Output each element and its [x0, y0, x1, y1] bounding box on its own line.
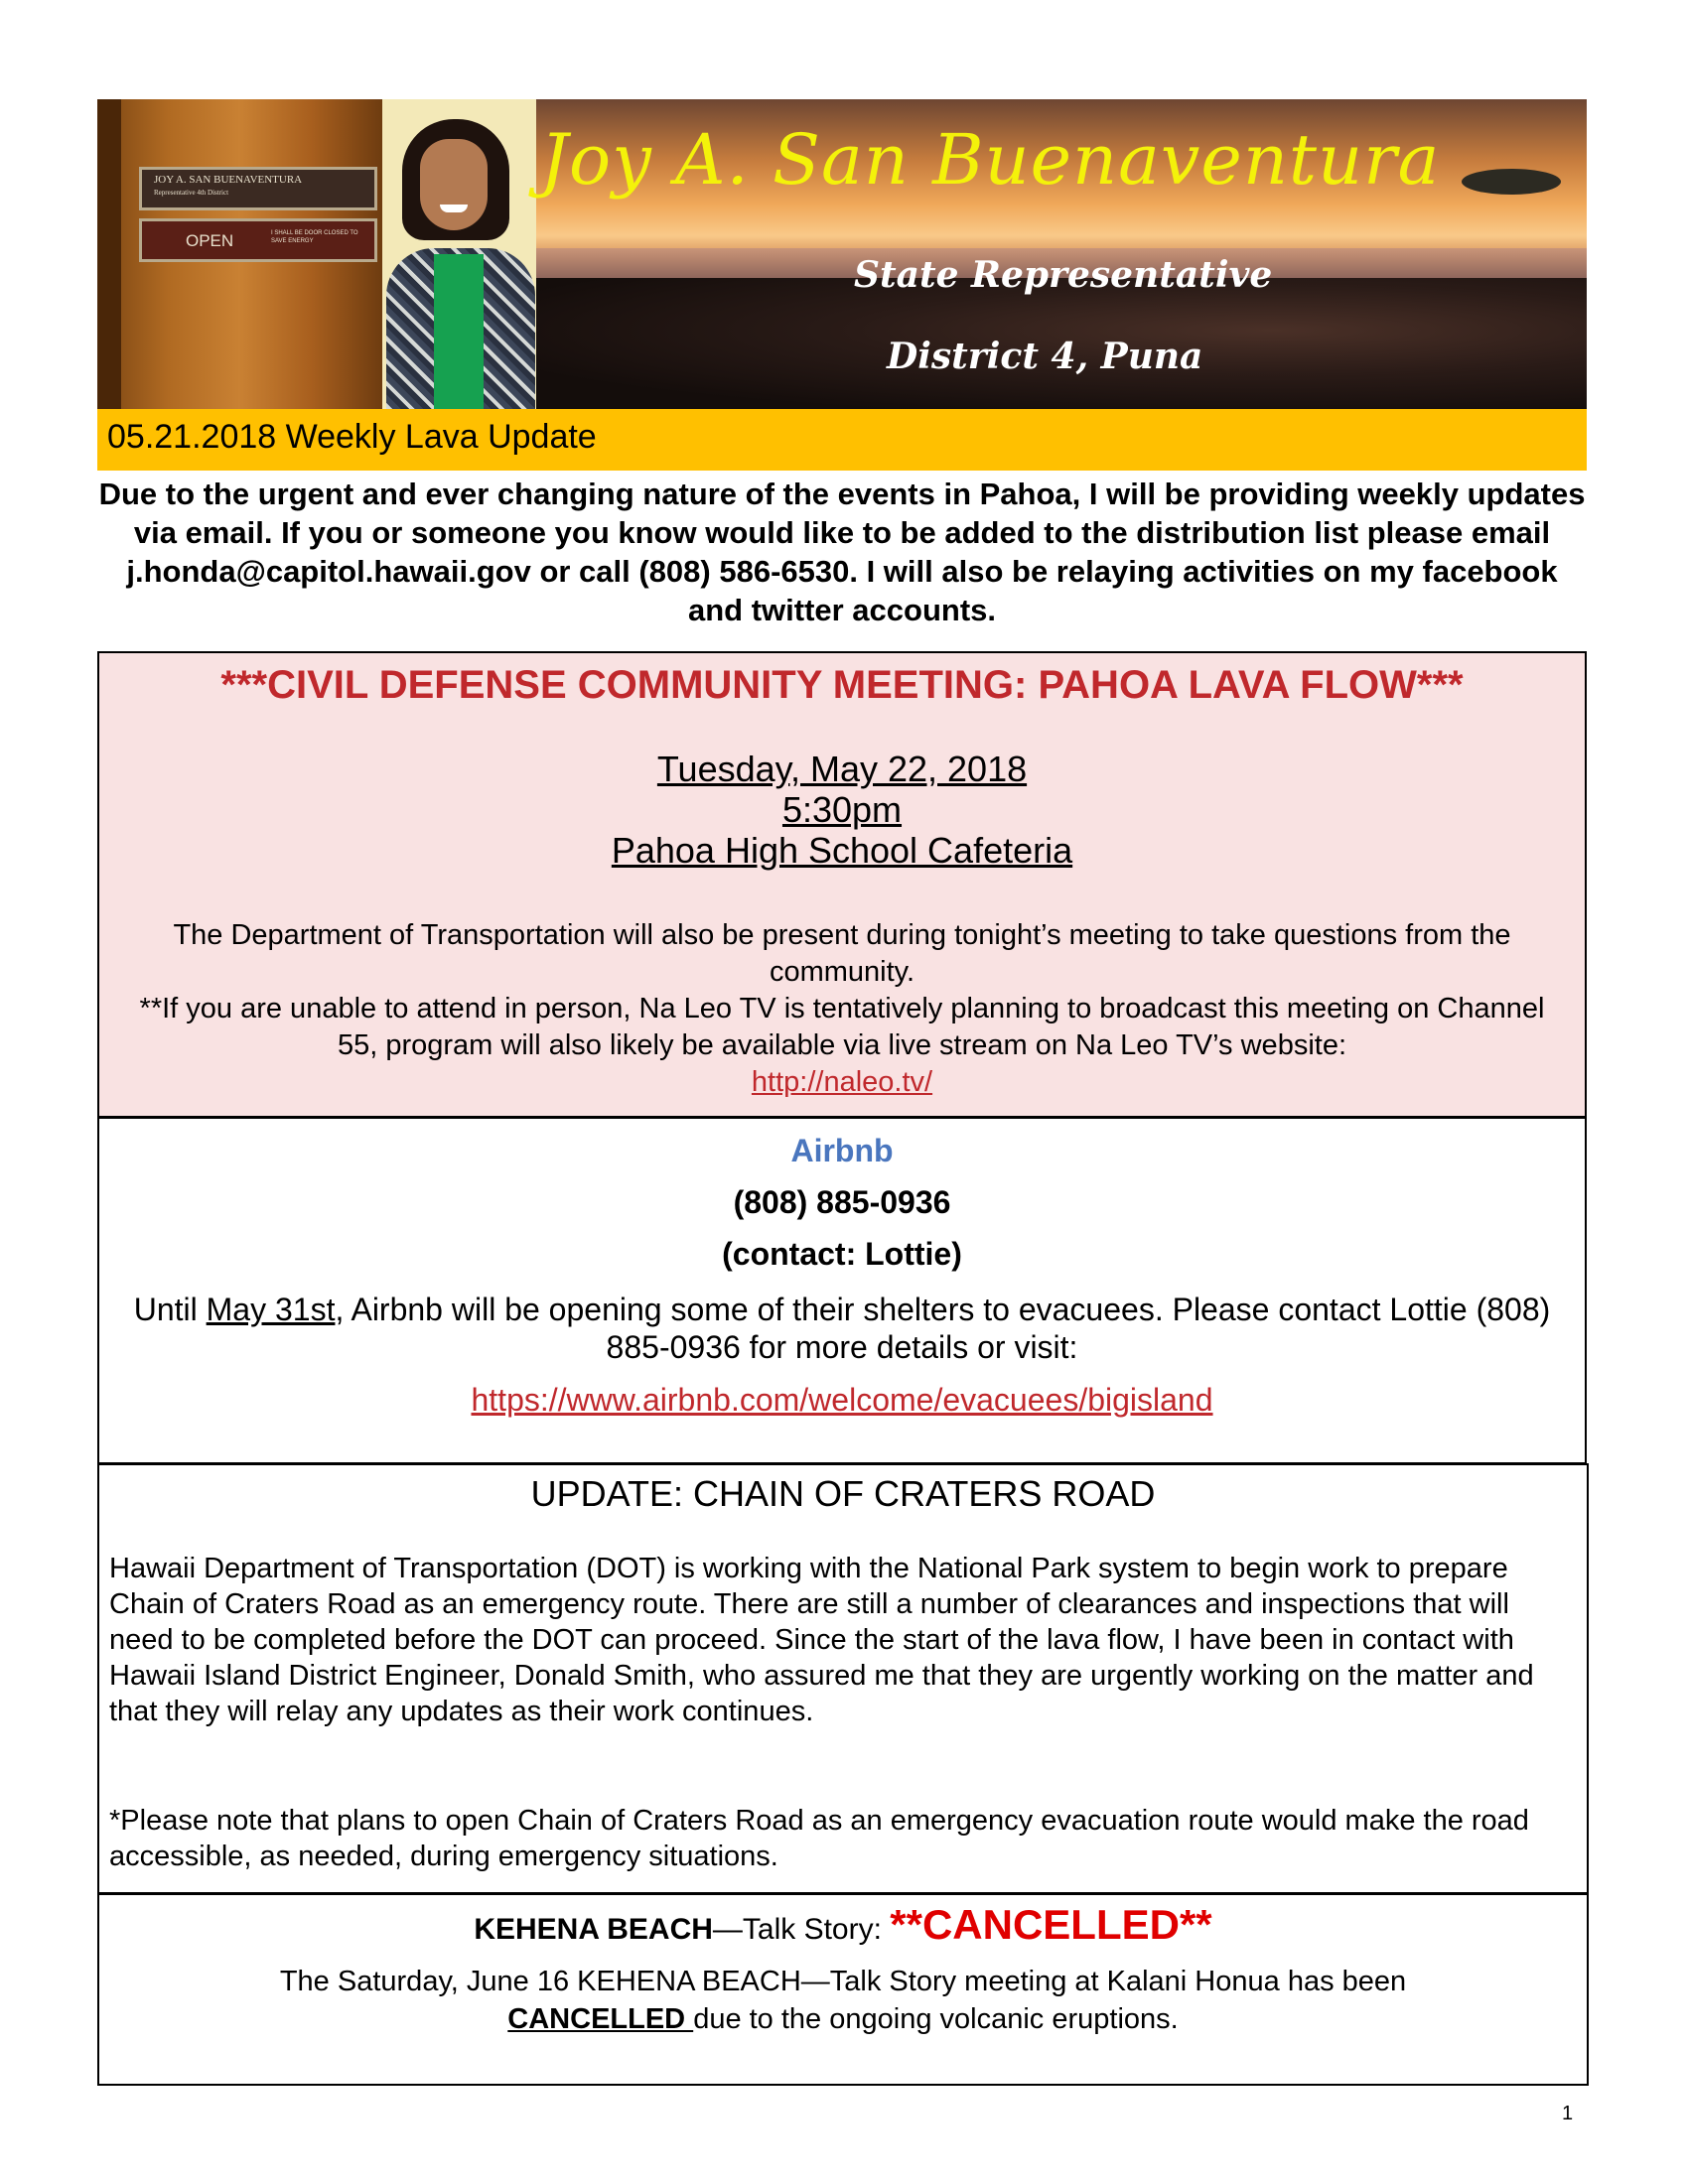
airbnb-box	[97, 1117, 1587, 1464]
civil-defense-meeting-box	[97, 651, 1587, 1118]
representative-name: Joy A. San Buenaventura	[540, 119, 1441, 201]
nameplate-subtitle: Representative 4th District	[154, 189, 229, 197]
representative-role: State Representative	[854, 254, 1273, 296]
airbnb-contact: (contact: Lottie)	[722, 1236, 962, 1272]
kehena-beach-box	[97, 1893, 1589, 2086]
kehena-cancelled-word: CANCELLED	[507, 2003, 694, 2035]
airbnb-evacuees-link[interactable]: https://www.airbnb.com/welcome/evacuees/bigisland	[471, 1382, 1213, 1418]
meeting-time: 5:30pm	[781, 789, 903, 830]
broadcast-note: **If you are unable to attend in person, Na Leo TV is tentatively planning to broadcast this meeting on Channel 55, program will also likely be available via live stream on Na Leo TV’s website:	[139, 993, 1545, 1061]
chain-of-craters-title: UPDATE: CHAIN OF CRATERS ROAD	[530, 1473, 1156, 1514]
civil-defense-title: ***CIVIL DEFENSE COMMUNITY MEETING: PAHOA LAVA FLOW***	[220, 663, 1464, 707]
civil-defense-body	[99, 917, 1585, 1101]
airbnb-deadline: May 31st	[206, 1292, 336, 1327]
dot-note: The Department of Transportation will also be present during tonight’s meeting to take questions from the community.	[173, 919, 1511, 988]
update-title: 05.21.2018 Weekly Lava Update	[107, 418, 597, 456]
airbnb-body-post: , Airbnb will be opening some of their shelters to evacuees. Please contact Lottie (808) 885-0936 for more details or visit:	[335, 1292, 1551, 1365]
open-sign-text: OPEN	[186, 231, 234, 250]
airbnb-link-row	[99, 1382, 1585, 1419]
representative-district: District 4, Puna	[887, 336, 1203, 377]
page-number: 1	[1562, 2103, 1574, 2124]
chain-of-craters-note: *Please note that plans to open Chain of Craters Road as an emergency evacuation route would make the road accessible, as needed, during emergency situations.	[109, 1805, 1529, 1872]
kehena-body-line2: due to the ongoing volcanic eruptions.	[693, 2003, 1179, 2035]
kehena-heading-rest: —Talk Story:	[712, 1913, 891, 1946]
kehena-body	[99, 1963, 1587, 2038]
intro-paragraph: Due to the urgent and ever changing nature of the events in Pahoa, I will be providing weekly updates via email. If you or someone you know would like to be added to the distribution list please email j.honda@capitol.hawaii.gov or call (808) 586-6530. I will also be relaying activities on my facebook and twitter accounts.	[98, 477, 1586, 627]
airbnb-body	[99, 1291, 1585, 1366]
cancelled-badge: **CANCELLED**	[890, 1901, 1212, 1948]
kehena-heading	[99, 1901, 1587, 1949]
chain-of-craters-box	[97, 1463, 1589, 1894]
office-door-photo	[97, 99, 382, 409]
airbnb-body-pre: Until	[133, 1292, 207, 1327]
update-title-bar	[97, 409, 1587, 471]
chain-of-craters-body: Hawaii Department of Transportation (DOT) is working with the National Park system to begin work to prepare Chain of Craters Road as an emergency route. There are still a number of clearances and inspections that will need to be completed before the DOT can proceed. Since the start of the lava flow, I have been in contact with Hawaii Island District Engineer, Donald Smith, who assured me that they are urgently working on the matter and that they will relay any updates as their work continues.	[109, 1553, 1534, 1727]
airbnb-title: Airbnb	[790, 1133, 894, 1168]
naleo-tv-link[interactable]: http://naleo.tv/	[751, 1066, 933, 1098]
nameplate-name: JOY A. SAN BUENAVENTURA	[154, 174, 303, 186]
door-note-text: I SHALL BE DOOR CLOSED TO SAVE ENERGY	[271, 230, 358, 244]
representative-portrait	[382, 99, 536, 409]
kehena-heading-bold: KEHENA BEACH	[474, 1913, 713, 1946]
meeting-date: Tuesday, May 22, 2018	[656, 749, 1028, 789]
header-banner	[97, 99, 1587, 409]
door-nameplate	[139, 167, 377, 210]
kehena-body-line1: The Saturday, June 16 KEHENA BEACH—Talk Story meeting at Kalani Honua has been	[279, 1966, 1407, 1997]
meeting-location: Pahoa High School Cafeteria	[611, 830, 1073, 871]
airbnb-phone: (808) 885-0936	[733, 1184, 951, 1220]
door-open-sign	[139, 218, 377, 262]
